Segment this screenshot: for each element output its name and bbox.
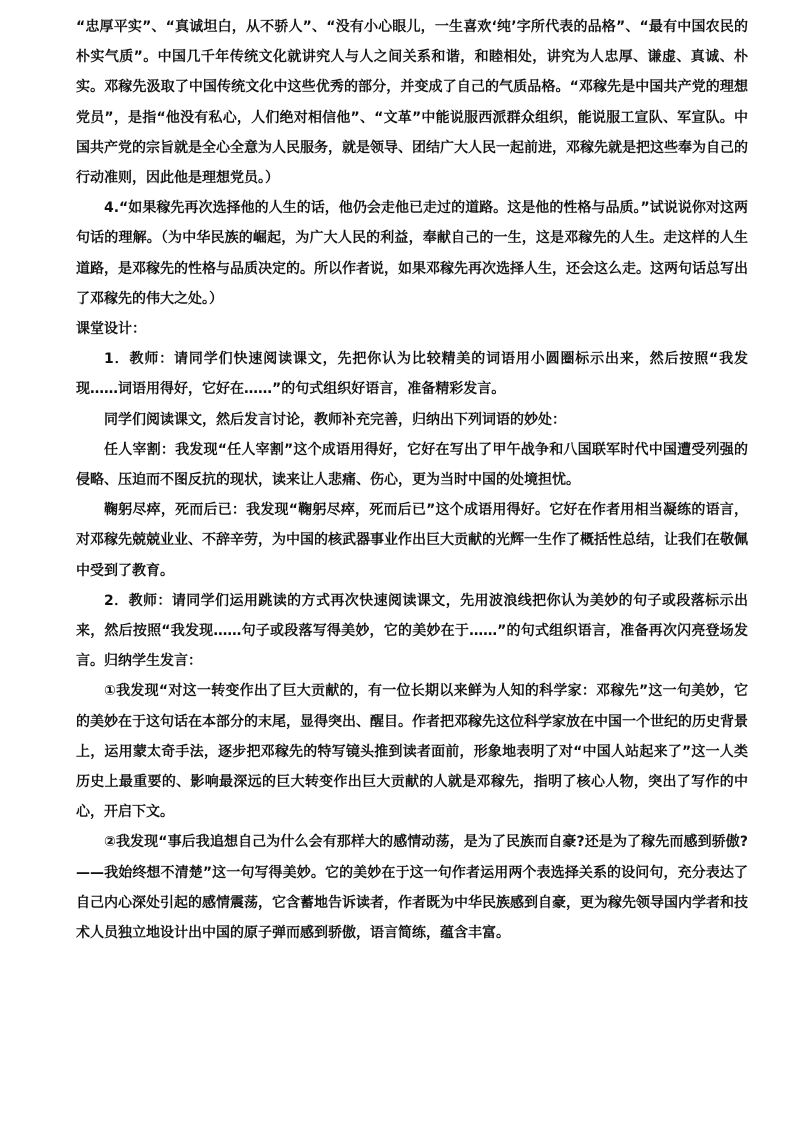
paragraph-word-renrenzaige: 任人宰割：我发现“任人宰割”这个成语用得好，它好在写出了甲午战争和八国联军时代中国遭受列强的侵略、压迫而不图反抗的现状，读来让人悲痛、伤心，更为当时中国的处境担忧。 bbox=[76, 441, 748, 489]
document-page bbox=[76, 12, 748, 948]
paragraph-student-discussion: 同学们阅读课文，然后发言讨论，教师补充完善，归纳出下列词语的妙处： bbox=[104, 411, 566, 428]
paragraph-sentence-analysis-2: ②我发现“事后我追想自己为什么会有那样大的感情动荡，是为了民族而自豪?还是为了稼先而感到骄傲?——我始终想不清楚”这一句写得美妙。它的美妙在于这一句作者运用两个表选择关系的设问句，充分表达了自己内心深处引起的感情震荡，它含蓄地告诉读者，作者既为中华民族感到自豪，更为稼先领导国内学者和技术人员独立地设计出中国的原子弹而感到骄傲，语言简练，蕴含丰富。 bbox=[76, 834, 748, 942]
section-heading-class-design: 课堂设计： bbox=[76, 321, 146, 338]
paragraph-sentence-analysis-1: ①我发现“对这一转变作出了巨大贡献的，有一位长期以来鲜为人知的科学家：邓稼先”这一句美妙，它的美妙在于这句话在本部分的末尾，显得突出、醒目。作者把邓稼先这位科学家放在中国一个世纪的历史背景上，运用蒙太奇手法，逐步把邓稼先的特写镜头推到读者面前，形象地表明了对“中国人站起来了”这一人类历史上最重要的、影响最深远的巨大转变作出巨大贡献的人就是邓稼先，指明了核心人物，突出了写作的中心，开启下文。 bbox=[76, 683, 748, 821]
paragraph-teacher-task-1: 1．教师：请同学们快速阅读课文，先把你认为比较精美的词语用小圆圈标示出来，然后按照“我发现……词语用得好，它好在……”的句式组织好语言，准备精彩发言。 bbox=[76, 351, 748, 398]
paragraph-word-jugongjincui: 鞠躬尽瘁，死而后已：我发现“鞠躬尽瘁，死而后已”这个成语用得好。它好在作者用相当凝练的语言，对邓稼先兢兢业业、不辞辛劳，为中国的核武器事业作出巨大贡献的光辉一生作了概括性总结，让我们在敬佩中受到了教育。 bbox=[76, 502, 748, 579]
paragraph-question-4: 4.“如果稼先再次选择他的人生的话，他仍会走他已走过的道路。这是他的性格与品质。”试说说你对这两句话的理解。（为中华民族的崛起，为广大人民的利益，奉献自己的一生，这是邓稼先的人生。走这样的人生道路，是邓稼先的性格与品质决定的。所以作者说，如果邓稼先再次选择人生，还会这么走。这两句话总写出了邓稼先的伟大之处。） bbox=[76, 200, 748, 307]
paragraph-character-analysis: “忠厚平实”、“真诚坦白，从不骄人”、“没有小心眼儿，一生喜欢‘纯’字所代表的品格”、“最有中国农民的朴实气质”。中国几千年传统文化就讲究人与人之间关系和谐，和睦相处，讲究为人忠厚、谦虚、真诚、朴实。邓稼先汲取了中国传统文化中这些优秀的部分，并变成了自己的气质品格。“邓稼先是中国共产党的理想党员”，是指“他没有私心，人们绝对相信他”、“文革”中能说服西派群众组织，能说服工宣队、军宣队。中国共产党的宗旨就是全心全意为人民服务，就是领导、团结广大人民一起前进，邓稼先就是把这些奉为自己的行动准则，因此他是理想党员。） bbox=[76, 19, 748, 187]
paragraph-teacher-task-2: 2．教师：请同学们运用跳读的方式再次快速阅读课文，先用波浪线把你认为美妙的句子或段落标示出来，然后按照“我发现……句子或段落写得美妙，它的美妙在于……”的句式组织语言，准备再次闪亮登场发言。归纳学生发言： bbox=[76, 592, 748, 670]
